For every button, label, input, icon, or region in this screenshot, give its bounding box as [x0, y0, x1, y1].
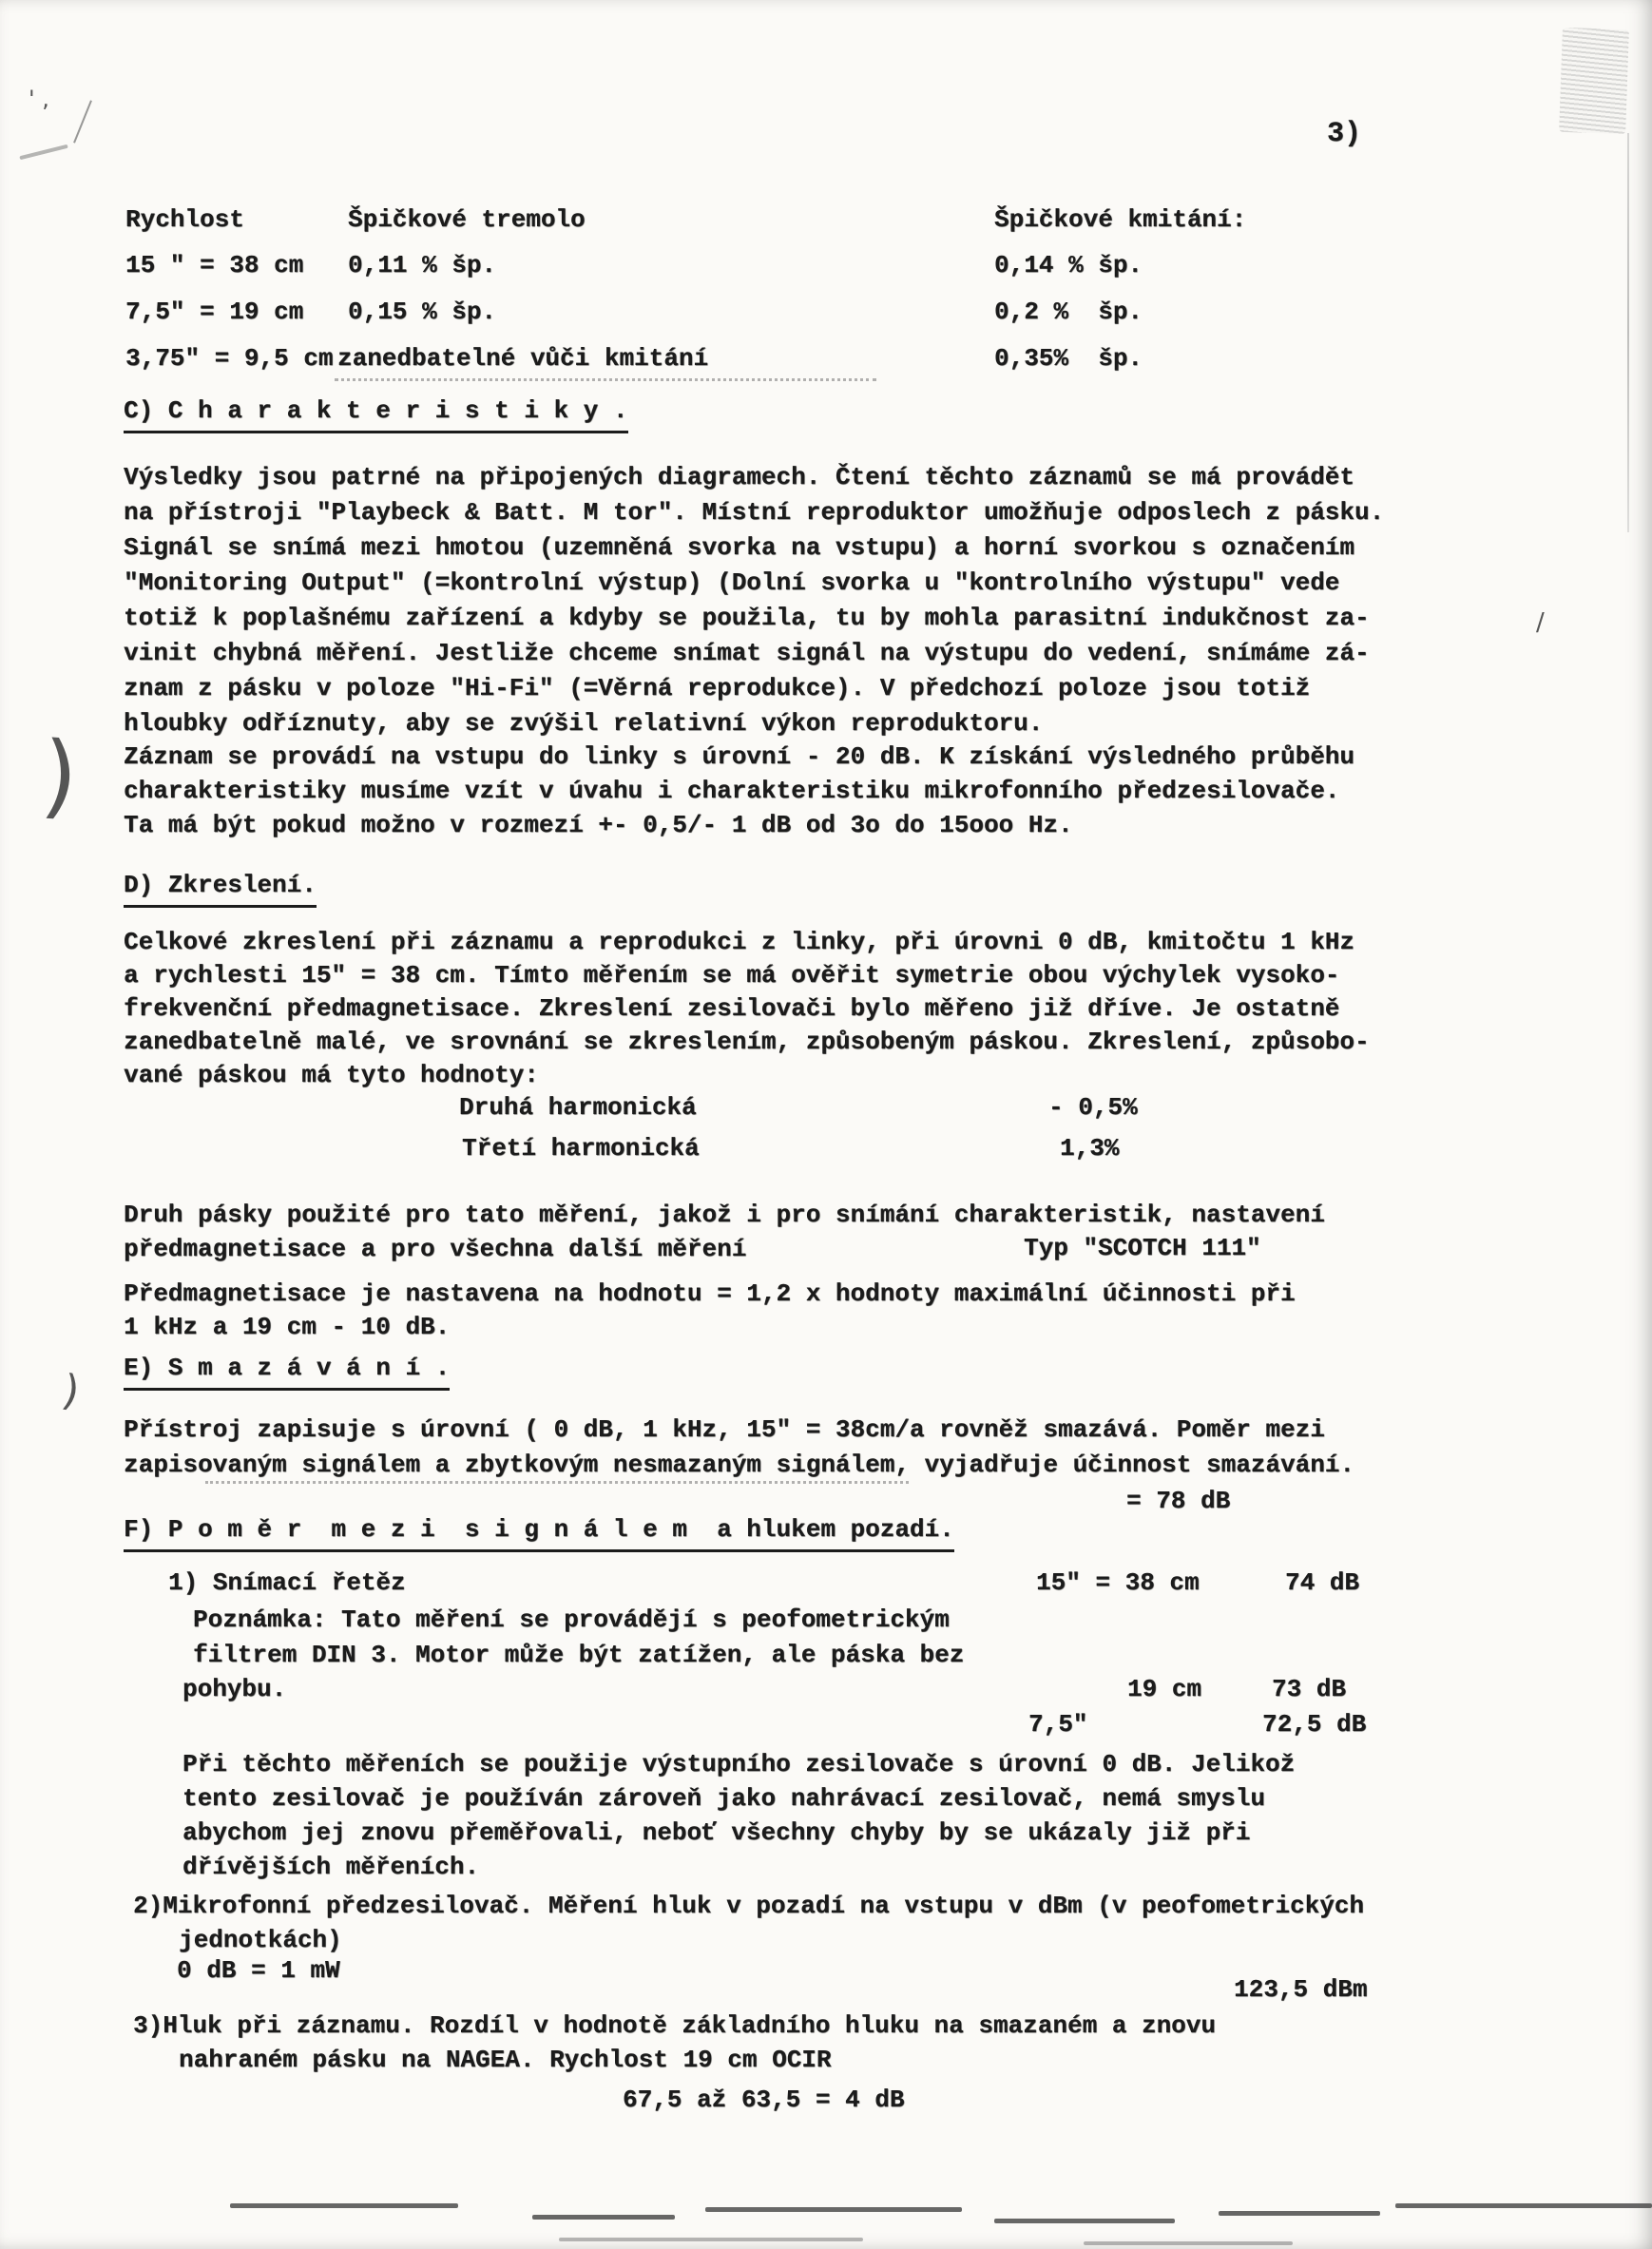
scan-bottom-dash [532, 2215, 675, 2220]
text-line: tento zesilovač je používán zároveň jako nahrávací zesilovač, nemá smyslu [182, 1784, 1265, 1813]
scan-paren-mark-small: ) [58, 1365, 84, 1417]
f-item1-note [193, 1603, 964, 1673]
scan-bottom-dash [994, 2219, 1175, 2223]
speed-table-header-speed: Rychlost [125, 205, 244, 234]
speed-row-2-kmitani: 0,2 % šp. [994, 298, 1143, 326]
scan-bottom-dash [1219, 2211, 1380, 2216]
scan-smudge-top-right [1559, 28, 1629, 134]
f-item1-speed-38cm: 15" = 38 cm [1036, 1568, 1200, 1597]
f-item3-line2: nahraném pásku na NAGEA. Rychlost 19 cm OCIR [179, 2046, 832, 2074]
text-line: filtrem DIN 3. Motor může být zatížen, ale páska bez [193, 1641, 965, 1669]
f-item2-line3: 0 dB = 1 mW [177, 1956, 340, 1985]
text-line: totiž k poplašnému zařízení a kdyby se použila, tu by mohla parasitní indukčnost za- [124, 604, 1370, 632]
scan-bottom-dash [1084, 2241, 1293, 2245]
scan-slash-mark: / [1536, 608, 1545, 637]
section-d-heading: D) Zkreslení. [124, 869, 317, 908]
f-item1-note-end: pohybu. [182, 1675, 287, 1703]
scan-paren-mark-large: ) [38, 721, 82, 831]
text-line: vinit chybná měření. Jestliže chceme snímat signál na výstupu do vedení, snímáme zá- [124, 639, 1370, 667]
page-number: 3) [1327, 118, 1362, 150]
section-c-heading: C) C h a r a k t e r i s t i k y . [124, 394, 628, 433]
speed-row-1-speed: 15 " = 38 cm [125, 251, 304, 279]
erasure-ratio-value: = 78 dB [1126, 1487, 1231, 1515]
harmonic-3rd-value: 1,3% [1060, 1134, 1120, 1163]
f-item1-value-19cm: 73 dB [1272, 1675, 1347, 1703]
text-line: Přístroj zapisuje s úrovní ( 0 dB, 1 kHz, 15" = 38cm/a rovněž smazává. Poměr mezi [124, 1415, 1325, 1444]
f-item1-value-7-5: 72,5 dB [1262, 1710, 1367, 1739]
speed-row-1-kmitani: 0,14 % šp. [994, 251, 1143, 279]
text-line: Ta má být pokud možno v rozmezí +- 0,5/- 1 dB od 3o do 15ooo Hz. [124, 811, 1073, 839]
speed-row-2-tremolo: 0,15 % šp. [348, 298, 497, 326]
section-c-paragraph-2 [124, 740, 1354, 842]
scan-streak-right [1627, 133, 1629, 532]
scan-pencil-marks: ' , [29, 86, 49, 112]
text-line: znam z pásku v poloze "Hi-Fi" (=Věrná reprodukce). V předchozí poloze jsou totiž [124, 674, 1311, 702]
f-item1-speed-7-5: 7,5" [1028, 1710, 1088, 1739]
f-item1-value-38cm: 74 dB [1285, 1568, 1360, 1597]
text-line: Signál se snímá mezi hmotou (uzemněná svorka na vstupu) a horní svorkou s označením [124, 533, 1355, 562]
f-item2-line1: 2)Mikrofonní předzesilovač. Měření hluk v pozadí na vstupu v dBm (v peofometrických [133, 1892, 1365, 1920]
f-item2-value: 123,5 dBm [1234, 1975, 1368, 2004]
text-line: Druh pásky použité pro tato měření, jakož i pro snímání charakteristik, nastavení [124, 1201, 1325, 1229]
speed-row-1-tremolo: 0,11 % šp. [348, 251, 497, 279]
text-line: Celkové zkreslení při záznamu a reprodukci z linky, při úrovni 0 dB, kmitočtu 1 kHz [124, 928, 1355, 956]
section-f-heading: F) P o m ě r m e z i s i g n á l e m a hlukem pozadí. [124, 1513, 954, 1552]
scan-dotted-smear-1 [335, 378, 876, 381]
section-e-paragraph [124, 1413, 1354, 1483]
speed-table-header-kmitani: Špičkové kmitání: [994, 205, 1247, 234]
f-item1-paragraph [182, 1747, 1295, 1884]
section-c-paragraph-1 [124, 460, 1384, 741]
text-line: Předmagnetisace je nastavena na hodnotu = 1,2 x hodnoty maximální účinnosti při [124, 1279, 1296, 1308]
scan-dash-left [19, 144, 67, 160]
scan-bottom-dash [559, 2238, 863, 2241]
f-item1-speed-19cm: 19 cm [1127, 1675, 1202, 1703]
text-line: 1 kHz a 19 cm - 10 dB. [124, 1313, 451, 1341]
section-e-heading: E) S m a z á v á n í . [124, 1352, 450, 1391]
section-d-paragraph [124, 926, 1370, 1092]
text-line: Záznam se provádí na vstupu do linky s úrovní - 20 dB. K získání výsledného průběhu [124, 742, 1355, 771]
text-line: frekvenční předmagnetisace. Zkreslení zesilovači bylo měřeno již dříve. Je ostatně [124, 994, 1340, 1023]
text-line: abychom jej znovu přeměřovali, neboť všechny chyby by se ukázaly již při [182, 1818, 1251, 1847]
text-line: "Monitoring Output" (=kontrolní výstup) (Dolní svorka u "kontrolního výstupu" vede [124, 568, 1340, 597]
speed-row-3-speed: 3,75" = 9,5 cm [125, 344, 334, 373]
text-line: zanedbatelně malé, ve srovnání se zkreslením, způsobeným páskou. Zkreslení, způsobo- [124, 1028, 1370, 1056]
f-item2-line2: jednotkách) [179, 1926, 342, 1954]
speed-row-2-speed: 7,5" = 19 cm [125, 298, 304, 326]
text-line: hloubky odříznuty, aby se zvýšil relativní výkon reproduktoru. [124, 709, 1044, 738]
scan-bottom-dash [230, 2203, 458, 2208]
bias-paragraph [124, 1278, 1296, 1344]
text-line: vané páskou má tyto hodnoty: [124, 1061, 539, 1089]
speed-row-3-kmitani: 0,35% šp. [994, 344, 1143, 373]
text-line: zapisovaným signálem a zbytkovým nesmazaným signálem, vyjadřuje účinnost smazávání. [124, 1451, 1355, 1479]
harmonic-2nd-label: Druhá harmonická [459, 1093, 697, 1122]
speed-table-header-tremolo: Špičkové tremolo [348, 205, 586, 234]
f-item1-title: 1) Snímací řetěz [168, 1568, 406, 1597]
f-item3-line1: 3)Hluk při záznamu. Rozdíl v hodnotě základního hluku na smazaném a znovu [133, 2011, 1216, 2040]
text-line: charakteristiky musíme vzít v úvahu i charakteristiku mikrofonního předzesilovače. [124, 777, 1340, 805]
f-item3-value: 67,5 až 63,5 = 4 dB [623, 2086, 905, 2114]
text-line: Výsledky jsou patrné na připojených diagramech. Čtení těchto záznamů se má provádět [124, 463, 1355, 491]
harmonic-2nd-value: - 0,5% [1048, 1093, 1138, 1122]
harmonic-3rd-label: Třetí harmonická [462, 1134, 700, 1163]
tape-type-value: Typ "SCOTCH 111" [1024, 1234, 1261, 1262]
scan-tick-line [73, 100, 92, 143]
text-line: Při těchto měřeních se použije výstupního zesilovače s úrovní 0 dB. Jelikož [182, 1750, 1296, 1778]
scan-bottom-dash [1395, 2203, 1652, 2208]
text-line: předmagnetisace a pro všechna další měření [124, 1235, 747, 1263]
scan-bottom-dash [705, 2207, 962, 2212]
text-line: na přístroji "Playbeck & Batt. M tor". Místní reproduktor umožňuje odposlech z pásku. [124, 498, 1385, 527]
text-line: a rychlesti 15" = 38 cm. Tímto měřením se má ověřit symetrie obou výchylek vysoko- [124, 961, 1340, 990]
text-line: dřívějších měřeních. [182, 1853, 480, 1881]
speed-row-3-tremolo: zanedbatelné vůči kmitání [337, 344, 709, 373]
text-line: Poznámka: Tato měření se provádějí s peofometrickým [193, 1605, 950, 1634]
